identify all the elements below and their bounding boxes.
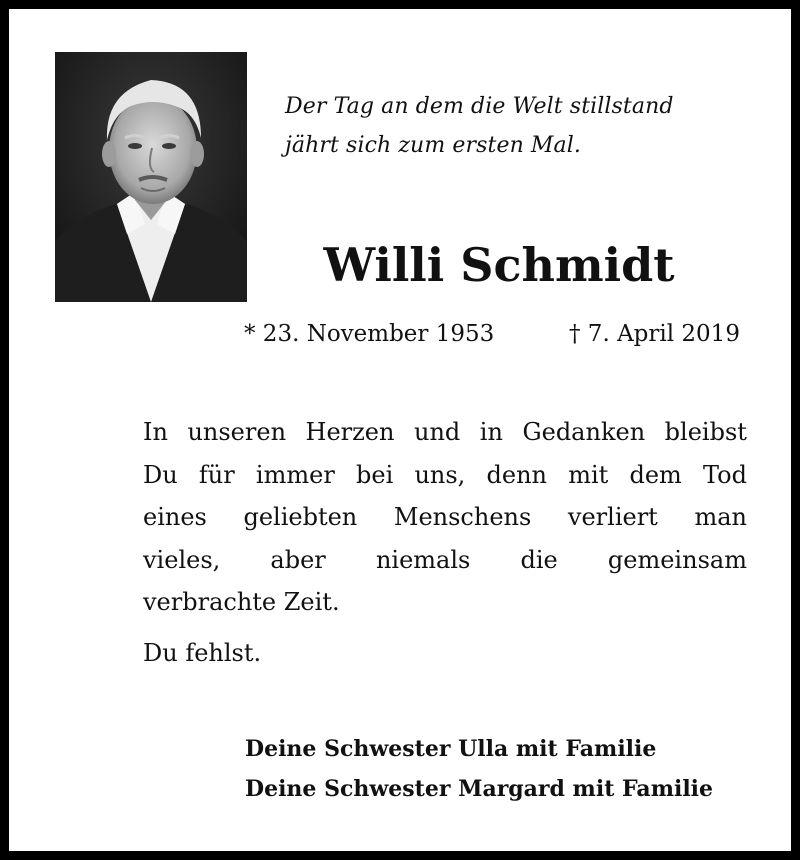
signoff-line-1: Deine Schwester Ulla mit Familie (245, 736, 657, 762)
message-line (143, 454, 747, 497)
message-paragraph (143, 411, 747, 624)
message-line (143, 496, 747, 539)
message-word: bleibst (664, 418, 747, 446)
message-word: niemals (375, 545, 471, 574)
motto (285, 87, 755, 165)
message-word: geliebten (243, 503, 358, 531)
message-word: denn (486, 460, 547, 489)
death-date: † 7. April 2019 (569, 321, 740, 347)
message-word: die (520, 545, 558, 574)
deceased-name: Willi Schmidt (323, 238, 675, 292)
message-word: uns, (414, 460, 466, 489)
message-line: verbrachte Zeit. (143, 588, 340, 616)
message-word: mit (568, 460, 609, 489)
message-word: für (198, 460, 235, 489)
message-word: bei (356, 460, 394, 489)
message-word: vieles, (143, 545, 221, 574)
message-word: Herzen (305, 418, 395, 446)
message-word: immer (255, 460, 335, 489)
signoff (245, 729, 713, 809)
message (143, 411, 747, 674)
message-word: in (479, 418, 503, 446)
message-word: Menschens (393, 503, 532, 531)
message-word: Du (143, 460, 178, 489)
message-word: und (413, 418, 461, 446)
message-word: In (143, 418, 168, 446)
message-closing: Du fehlst. (143, 638, 262, 667)
message-word: gemeinsam (607, 545, 747, 574)
message-word: man (694, 503, 747, 531)
birth-date: * 23. November 1953 (244, 321, 495, 347)
message-word: aber (270, 545, 326, 574)
signoff-line-2: Deine Schwester Margard mit Familie (245, 776, 714, 802)
message-word: dem (629, 460, 682, 489)
motto-line-1: Der Tag an dem die Welt stillstand (285, 94, 674, 119)
message-line (143, 411, 747, 454)
message-word: verliert (567, 503, 658, 531)
message-word: Tod (703, 460, 747, 489)
portrait-photo (55, 52, 247, 302)
message-word: unseren (187, 418, 287, 446)
message-line (143, 539, 747, 582)
motto-line-2: jährt sich zum ersten Mal. (285, 133, 582, 158)
message-word: Gedanken (522, 418, 646, 446)
message-word: eines (143, 503, 207, 531)
